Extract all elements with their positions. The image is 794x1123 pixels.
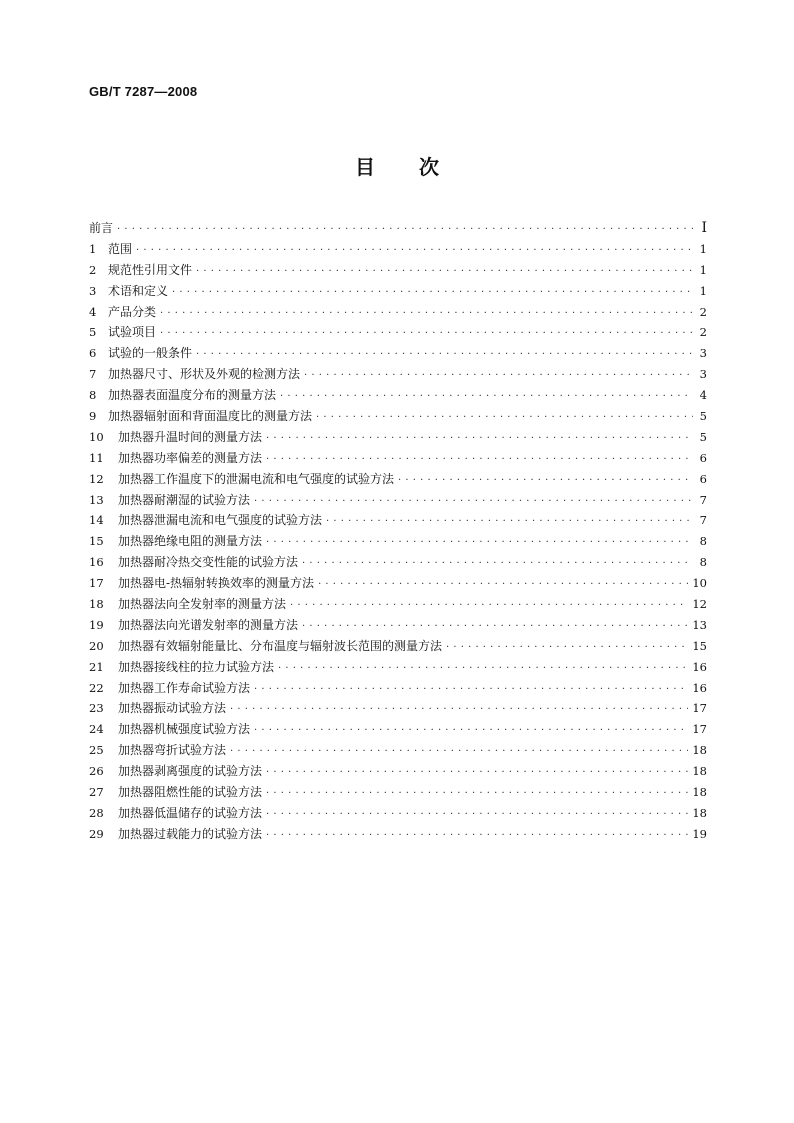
dot-leader [117,220,693,241]
toc-entry-page: 8 [699,555,707,570]
toc-entry-page: 5 [699,409,707,424]
toc-entry-page: 17 [692,722,707,737]
toc-entry[interactable] [89,322,707,343]
toc-entry-page: 12 [692,597,707,612]
toc-entry-number: 12 [89,471,104,486]
dot-leader [266,450,693,471]
toc-entry-number: 24 [89,722,104,737]
toc-entry-page: 7 [699,492,707,507]
toc-entry[interactable] [89,740,707,761]
toc-entry-number: 28 [89,805,104,820]
toc-entry-page: 3 [699,367,707,382]
toc-entry-page: 6 [699,471,707,486]
toc-entry-page: 17 [692,701,707,716]
toc-entry[interactable] [89,719,707,740]
toc-entry-number: 22 [89,680,104,695]
toc-entry-number: 4 [89,304,97,319]
toc-entry-number: 8 [89,388,97,403]
toc-entry[interactable] [89,803,707,824]
toc-entry-page: 16 [692,659,707,674]
toc-entry-label: 术语和定义 [108,283,169,298]
toc-entry-label: 加热器弯折试验方法 [118,743,227,758]
dot-leader [230,700,688,721]
toc-entry-label: 加热器工作寿命试验方法 [118,680,251,695]
toc-entry-page: 7 [699,513,707,528]
toc-entry-page: 18 [692,743,707,758]
toc-entry-number: 10 [89,429,104,444]
toc-entry-label: 加热器接线柱的拉力试验方法 [118,659,275,674]
toc-entry-number: 15 [89,534,104,549]
toc-entry-page: 1 [699,262,707,277]
toc-entry-number: 16 [89,555,104,570]
dot-leader [290,596,688,617]
toc-entry-label: 加热器辐射面和背面温度比的测量方法 [108,409,313,424]
dot-leader [266,784,688,805]
toc-entry-number: 1 [89,241,97,256]
toc-entry-label: 规范性引用文件 [108,262,193,277]
dot-leader [318,575,688,596]
toc-entry[interactable] [89,218,707,239]
toc-entry-label: 加热器机械强度试验方法 [118,722,251,737]
toc-entry-label: 加热器表面温度分布的测量方法 [108,388,277,403]
dot-leader [316,408,693,429]
toc-entry[interactable] [89,657,707,678]
toc-entry-number: 27 [89,785,104,800]
toc-entry-number: 14 [89,513,104,528]
toc-entry-number: 26 [89,764,104,779]
toc-entry-label: 产品分类 [108,304,157,319]
toc-entry-page: 2 [699,325,707,340]
dot-leader [326,512,693,533]
dot-leader [266,429,693,450]
toc-entry-number: 21 [89,659,104,674]
dot-leader [266,805,688,826]
toc-entry[interactable] [89,385,707,406]
title-char-1: 目 [355,155,375,179]
toc-entry-label: 加热器升温时间的测量方法 [118,429,263,444]
toc-entry-page: 1 [699,241,707,256]
dot-leader [160,324,693,345]
toc-entry[interactable] [89,260,707,281]
toc-entry-label: 加热器法向全发射率的测量方法 [118,597,287,612]
toc-entry-label: 加热器剥离强度的试验方法 [118,764,263,779]
dot-leader [304,366,693,387]
table-of-contents [89,218,707,845]
toc-entry[interactable] [89,469,707,490]
toc-entry[interactable] [89,448,707,469]
toc-entry-label: 加热器阻燃性能的试验方法 [118,785,263,800]
page-title [0,151,794,180]
dot-leader [266,763,688,784]
toc-entry-number: 19 [89,617,104,632]
toc-entry-label: 加热器振动试验方法 [118,701,227,716]
toc-entry-label: 试验项目 [108,325,157,340]
dot-leader [136,241,693,262]
toc-entry-label: 试验的一般条件 [108,346,193,361]
toc-entry-number: 23 [89,701,104,716]
toc-entry[interactable] [89,239,707,260]
toc-entry-page: 6 [699,450,707,465]
toc-entry[interactable] [89,302,707,323]
toc-entry-page: 10 [692,576,707,591]
toc-entry-number: 2 [89,262,97,277]
toc-entry[interactable] [89,427,707,448]
toc-entry-number: 9 [89,409,97,424]
dot-leader [278,659,688,680]
toc-entry-number: 5 [89,325,97,340]
dot-leader [398,471,693,492]
toc-entry-label: 加热器耐潮湿的试验方法 [118,492,251,507]
toc-entry-number: 7 [89,367,97,382]
toc-entry-label: 加热器绝缘电阻的测量方法 [118,534,263,549]
toc-entry-label: 加热器低温储存的试验方法 [118,805,263,820]
dot-leader [446,638,688,659]
toc-entry-label: 加热器过载能力的试验方法 [118,826,263,841]
toc-entry[interactable] [89,678,707,699]
dot-leader [196,345,693,366]
toc-entry[interactable] [89,490,707,511]
toc-entry-number: 29 [89,826,104,841]
toc-entry[interactable] [89,782,707,803]
toc-entry-label: 前言 [89,221,114,235]
toc-entry-number: 11 [89,450,104,465]
dot-leader [196,262,693,283]
dot-leader [266,826,688,847]
toc-entry-label: 加热器功率偏差的测量方法 [118,450,263,465]
toc-entry[interactable] [89,364,707,385]
toc-entry-number: 17 [89,576,104,591]
toc-entry[interactable] [89,824,707,845]
dot-leader [172,283,693,304]
toc-entry-number: 6 [89,346,97,361]
dot-leader [302,617,688,638]
toc-entry[interactable] [89,406,707,427]
title-char-2: 次 [419,155,439,179]
toc-entry-page: Ⅰ [701,220,707,236]
dot-leader [160,304,693,325]
toc-entry[interactable] [89,552,707,573]
dot-leader [302,554,693,575]
toc-entry-page: 18 [692,785,707,800]
toc-entry-number: 13 [89,492,104,507]
toc-entry[interactable] [89,615,707,636]
toc-entry-page: 18 [692,805,707,820]
toc-entry-page: 8 [699,534,707,549]
toc-entry-label: 加热器泄漏电流和电气强度的试验方法 [118,513,323,528]
toc-entry-page: 13 [692,617,707,632]
dot-leader [254,721,688,742]
toc-entry-label: 加热器尺寸、形状及外观的检测方法 [108,367,301,382]
toc-entry-page: 3 [699,346,707,361]
toc-entry[interactable] [89,573,707,594]
standard-code: GB/T 7287—2008 [89,84,198,99]
toc-entry[interactable] [89,636,707,657]
toc-entry-label: 范围 [108,241,133,256]
toc-entry-label: 加热器法向光谱发射率的测量方法 [118,617,299,632]
toc-entry-page: 1 [699,283,707,298]
toc-entry-page: 18 [692,764,707,779]
toc-entry-page: 5 [699,429,707,444]
toc-entry-label: 加热器电-热辐射转换效率的测量方法 [118,576,315,591]
toc-entry[interactable] [89,281,707,302]
dot-leader [266,533,693,554]
dot-leader [280,387,693,408]
toc-entry-number: 25 [89,743,104,758]
toc-entry-page: 2 [699,304,707,319]
toc-entry-page: 16 [692,680,707,695]
toc-entry[interactable] [89,531,707,552]
toc-entry-page: 15 [692,638,707,653]
toc-entry-number: 20 [89,638,104,653]
toc-entry-number: 18 [89,597,104,612]
toc-entry[interactable] [89,510,707,531]
toc-entry[interactable] [89,594,707,615]
toc-entry[interactable] [89,761,707,782]
toc-entry-label: 加热器耐冷热交变性能的试验方法 [118,555,299,570]
toc-entry-label: 加热器有效辐射能量比、分布温度与辐射波长范围的测量方法 [118,638,443,653]
toc-entry-page: 19 [692,826,707,841]
dot-leader [254,492,693,513]
toc-entry[interactable] [89,698,707,719]
dot-leader [254,680,688,701]
toc-entry-page: 4 [699,388,707,403]
dot-leader [230,742,688,763]
toc-entry[interactable] [89,343,707,364]
toc-entry-label: 加热器工作温度下的泄漏电流和电气强度的试验方法 [118,471,395,486]
toc-entry-number: 3 [89,283,97,298]
